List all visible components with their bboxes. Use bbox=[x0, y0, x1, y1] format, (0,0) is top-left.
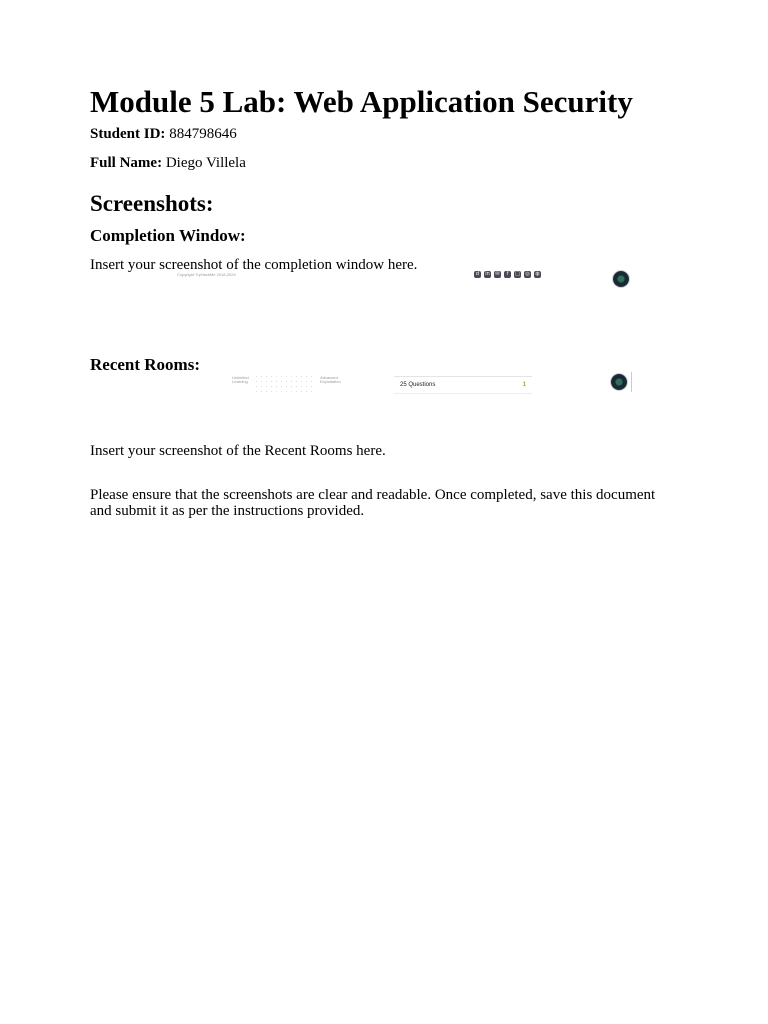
questions-count: 1 bbox=[522, 382, 526, 388]
embedded-dot-pattern bbox=[254, 374, 314, 392]
questions-label: 25 Questions bbox=[400, 382, 436, 388]
full-name-line bbox=[90, 155, 246, 172]
page-title: Module 5 Lab: Web Application Security bbox=[90, 84, 633, 119]
linkedin-icon: in bbox=[485, 271, 490, 277]
recent-rooms-heading: Recent Rooms: bbox=[90, 355, 200, 374]
completion-instruction: Insert your screenshot of the completion window here. bbox=[90, 257, 418, 273]
embedded-social-links bbox=[474, 271, 541, 278]
full-name-value: Diego Villela bbox=[165, 155, 246, 171]
chat-icon: ◎ bbox=[525, 271, 530, 277]
closing-note: Please ensure that the screenshots are clear and readable. Once completed, save this document and submit it as per the instructions provided. bbox=[90, 487, 656, 519]
student-id-value: 884798646 bbox=[169, 126, 237, 142]
embedded-questions-card bbox=[394, 376, 532, 394]
facebook-icon: f bbox=[504, 271, 511, 278]
embedded-avatar-icon-2 bbox=[611, 374, 627, 390]
student-id-label: Student ID: bbox=[90, 126, 166, 142]
full-name-label: Full Name: bbox=[90, 155, 163, 171]
student-id-line bbox=[90, 126, 237, 143]
discord-icon: d bbox=[475, 271, 480, 277]
message-icon: □ bbox=[515, 271, 520, 277]
recent-rooms-instruction: Insert your screenshot of the Recent Rooms here. bbox=[90, 443, 386, 459]
blog-icon: ◍ bbox=[535, 271, 540, 277]
embedded-divider bbox=[631, 372, 632, 392]
embedded-left-caption: Unlimited Learning bbox=[232, 375, 249, 384]
mail-icon: ✉ bbox=[495, 271, 500, 277]
embedded-right-caption: Advanced Exploitation bbox=[320, 375, 341, 384]
embedded-copyright: Copyright TryHackMe 2018-2024 bbox=[177, 272, 236, 277]
embedded-avatar-icon bbox=[613, 271, 629, 287]
screenshots-heading: Screenshots: bbox=[90, 191, 214, 216]
completion-heading: Completion Window: bbox=[90, 226, 246, 245]
